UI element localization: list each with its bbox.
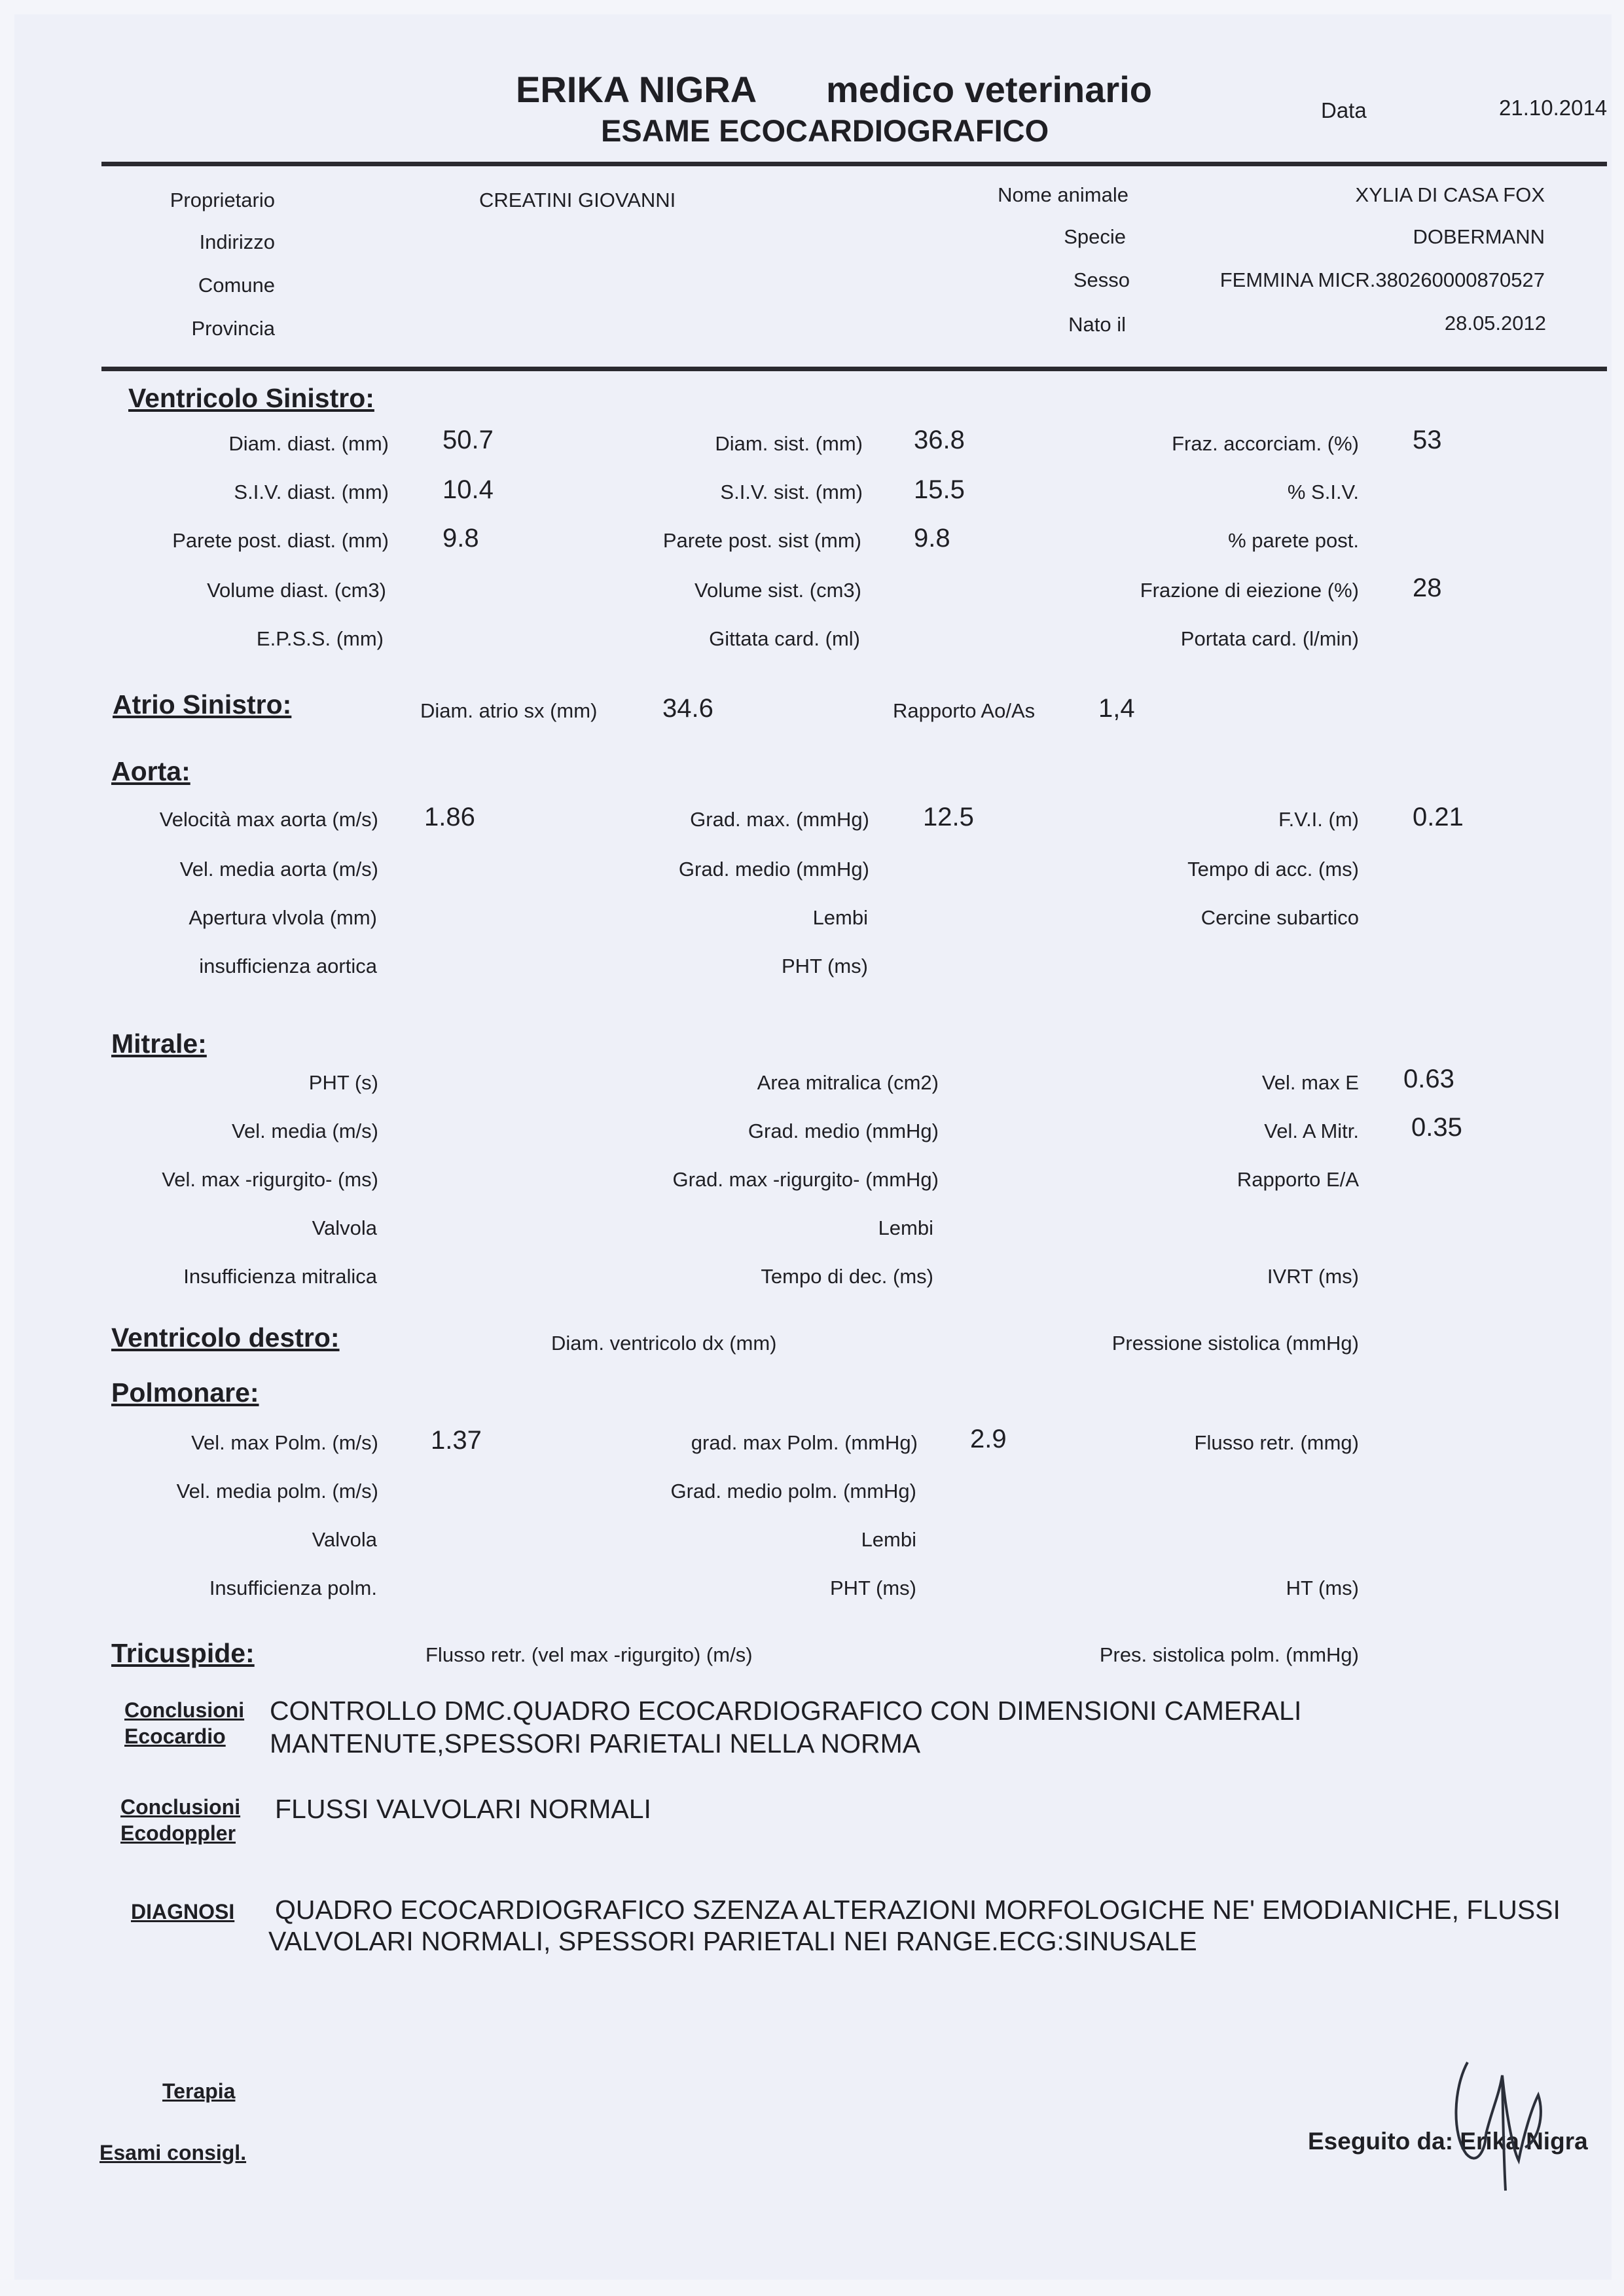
eco-text-1: CONTROLLO DMC.QUADRO ECOCARDIOGRAFICO CON DIMENSIONI CAMERALI xyxy=(270,1696,1302,1726)
signature xyxy=(1440,2036,1597,2193)
mitrale-insuff-label: Insufficienza mitralica xyxy=(183,1265,377,1288)
lv-parete-diast-label: Parete post. diast. (mm) xyxy=(172,529,389,552)
doppler-label-2: Ecodoppler xyxy=(120,1821,236,1845)
aorta-fvi-value: 0.21 xyxy=(1413,803,1464,831)
polm-lembi-label: Lembi xyxy=(861,1528,916,1551)
lv-ef-label: Frazione di eiezione (%) xyxy=(1140,579,1359,602)
diagnosi-text-1: QUADRO ECOCARDIOGRAFICO SZENZA ALTERAZIONI MORFOLOGICHE NE' EMODIANICHE, FLUSSI xyxy=(275,1895,1561,1925)
lv-ef-value: 28 xyxy=(1413,574,1442,602)
aorta-gradmax-label: Grad. max. (mmHg) xyxy=(690,808,869,831)
aorta-gradmax-value: 12.5 xyxy=(923,803,974,831)
lv-pct-siv-label: % S.I.V. xyxy=(1287,481,1359,503)
eco-label-2: Ecocardio xyxy=(124,1724,226,1748)
la-ratio-value: 1,4 xyxy=(1098,694,1135,723)
eco-text-2: MANTENUTE,SPESSORI PARIETALI NELLA NORMA xyxy=(270,1728,921,1758)
doppler-label-1: Conclusioni xyxy=(120,1795,241,1819)
address-label: Indirizzo xyxy=(199,230,275,253)
lv-gittata-label: Gittata card. (ml) xyxy=(709,627,860,650)
la-diam-label: Diam. atrio sx (mm) xyxy=(420,699,598,722)
diagnosi-text-2: VALVOLARI NORMALI, SPESSORI PARIETALI NEI RANGE.ECG:SINUSALE xyxy=(268,1926,1197,1956)
aorta-vmax-label: Velocità max aorta (m/s) xyxy=(159,808,378,831)
lv-vol-diast-label: Volume diast. (cm3) xyxy=(207,579,386,602)
mitrale-lembi-label: Lembi xyxy=(878,1216,933,1239)
lv-portata-label: Portata card. (l/min) xyxy=(1180,627,1359,650)
doppler-text: FLUSSI VALVOLARI NORMALI xyxy=(275,1794,651,1824)
polm-pht-label: PHT (ms) xyxy=(829,1576,916,1599)
born-value: 28.05.2012 xyxy=(1444,312,1546,335)
lv-pct-parete-label: % parete post. xyxy=(1228,529,1359,552)
tricuspide-title: Tricuspide: xyxy=(111,1638,255,1668)
aorta-lembi-label: Lembi xyxy=(812,906,868,929)
mitrale-ratio-label: Rapporto E/A xyxy=(1236,1168,1359,1191)
aorta-vmax-value: 1.86 xyxy=(424,803,475,831)
la-ratio-label: Rapporto Ao/As xyxy=(893,699,1036,722)
mitrale-vel-e-value: 0.63 xyxy=(1403,1065,1454,1093)
lv-vol-sist-label: Volume sist. (cm3) xyxy=(695,579,861,602)
aorta-apertura-label: Apertura vlvola (mm) xyxy=(189,906,377,929)
born-label: Nato il xyxy=(1068,313,1126,336)
polm-vmax-value: 1.37 xyxy=(431,1426,482,1455)
mitrale-valvola-label: Valvola xyxy=(312,1216,377,1239)
patient-rule xyxy=(101,367,1607,371)
mitrale-area-label: Area mitralica (cm2) xyxy=(757,1071,939,1094)
lv-epss-label: E.P.S.S. (mm) xyxy=(256,627,384,650)
mitrale-vmax-rig-label: Vel. max -rigurgito- (ms) xyxy=(162,1168,378,1191)
rv-diam-label: Diam. ventricolo dx (mm) xyxy=(551,1332,777,1355)
lv-parete-sist-value: 9.8 xyxy=(914,524,950,553)
vet-profession: medico veterinario xyxy=(826,69,1152,110)
polm-vmax-label: Vel. max Polm. (m/s) xyxy=(191,1431,378,1454)
mitrale-tempo-dec-label: Tempo di dec. (ms) xyxy=(761,1265,933,1288)
rv-press-label: Pressione sistolica (mmHg) xyxy=(1111,1332,1359,1355)
mitrale-vel-a-label: Vel. A Mitr. xyxy=(1264,1120,1359,1142)
lv-siv-sist-value: 15.5 xyxy=(914,475,965,504)
tric-flusso-label: Flusso retr. (vel max -rigurgito) (m/s) xyxy=(425,1643,753,1666)
polm-vmed-label: Vel. media polm. (m/s) xyxy=(176,1480,378,1503)
polm-ht-label: HT (ms) xyxy=(1286,1576,1359,1599)
lv-diam-diast-label: Diam. diast. (mm) xyxy=(228,432,389,455)
la-diam-value: 34.6 xyxy=(662,694,713,723)
polm-valvola-label: Valvola xyxy=(312,1528,377,1551)
lv-siv-diast-value: 10.4 xyxy=(442,475,494,504)
lv-siv-sist-label: S.I.V. sist. (mm) xyxy=(720,481,863,503)
lv-parete-sist-label: Parete post. sist (mm) xyxy=(662,529,861,552)
mitrale-ivrt-label: IVRT (ms) xyxy=(1267,1265,1359,1288)
aorta-cercine-label: Cercine subartico xyxy=(1200,906,1359,929)
rv-title: Ventricolo destro: xyxy=(111,1322,340,1353)
polm-gradmax-value: 2.9 xyxy=(970,1425,1007,1453)
owner-value: CREATINI GIOVANNI xyxy=(479,189,676,211)
mitrale-pht-label: PHT (s) xyxy=(308,1071,378,1094)
lv-title: Ventricolo Sinistro: xyxy=(128,383,374,413)
terapia-label: Terapia xyxy=(162,2079,236,2103)
species-label: Specie xyxy=(1064,225,1126,248)
aorta-title: Aorta: xyxy=(111,756,190,786)
city-label: Comune xyxy=(198,274,275,297)
sex-value: FEMMINA MICR.380260000870527 xyxy=(1219,268,1545,291)
polmonare-title: Polmonare: xyxy=(111,1377,259,1408)
mitrale-title: Mitrale: xyxy=(111,1029,207,1059)
lv-diam-sist-value: 36.8 xyxy=(914,426,965,454)
lv-diam-diast-value: 50.7 xyxy=(442,426,494,454)
polm-gradmax-label: grad. max Polm. (mmHg) xyxy=(691,1431,918,1454)
mitrale-vmed-label: Vel. media (m/s) xyxy=(232,1120,378,1142)
animal-name-value: XYLIA DI CASA FOX xyxy=(1355,183,1545,206)
eco-label-1: Conclusioni xyxy=(124,1698,245,1722)
tric-press-label: Pres. sistolica polm. (mmHg) xyxy=(1099,1643,1359,1666)
species-value: DOBERMANN xyxy=(1413,225,1545,248)
date-label: Data xyxy=(1321,98,1367,122)
aorta-tempo-label: Tempo di acc. (ms) xyxy=(1187,858,1359,881)
aorta-vmed-label: Vel. media aorta (m/s) xyxy=(179,858,378,881)
animal-name-label: Nome animale xyxy=(998,183,1128,206)
aorta-pht-label: PHT (ms) xyxy=(781,955,868,977)
polm-insuff-label: Insufficienza polm. xyxy=(209,1576,377,1599)
mitrale-vel-a-value: 0.35 xyxy=(1411,1113,1462,1142)
mitrale-vel-e-label: Vel. max E xyxy=(1261,1071,1359,1094)
lv-fraz-value: 53 xyxy=(1413,426,1442,454)
aorta-insuff-label: insufficienza aortica xyxy=(199,955,377,977)
la-title: Atrio Sinistro: xyxy=(113,689,292,720)
aorta-gradmed-label: Grad. medio (mmHg) xyxy=(678,858,869,881)
diagnosi-label: DIAGNOSI xyxy=(131,1900,235,1923)
esami-label: Esami consigl. xyxy=(99,2141,247,2164)
date-value: 21.10.2014 xyxy=(1499,96,1608,120)
vet-name: ERIKA NIGRA xyxy=(516,69,757,110)
polm-flusso-label: Flusso retr. (mmg) xyxy=(1194,1431,1359,1454)
lv-parete-diast-value: 9.8 xyxy=(442,524,479,553)
lv-fraz-label: Fraz. accorciam. (%) xyxy=(1172,432,1359,455)
eseguito-label: Eseguito da: Erika Nigra xyxy=(1308,2128,1588,2155)
lv-diam-sist-label: Diam. sist. (mm) xyxy=(715,432,863,455)
owner-label: Proprietario xyxy=(170,189,275,211)
lv-siv-diast-label: S.I.V. diast. (mm) xyxy=(234,481,389,503)
mitrale-gradmed-label: Grad. medio (mmHg) xyxy=(748,1120,939,1142)
mitrale-gradmax-rig-label: Grad. max -rigurgito- (mmHg) xyxy=(672,1168,939,1191)
polm-gradmed-label: Grad. medio polm. (mmHg) xyxy=(670,1480,916,1503)
exam-title: ESAME ECOCARDIOGRAFICO xyxy=(601,113,1049,148)
sex-label: Sesso xyxy=(1073,268,1130,291)
province-label: Provincia xyxy=(191,317,275,340)
aorta-fvi-label: F.V.I. (m) xyxy=(1278,808,1359,831)
header-rule xyxy=(101,162,1607,166)
